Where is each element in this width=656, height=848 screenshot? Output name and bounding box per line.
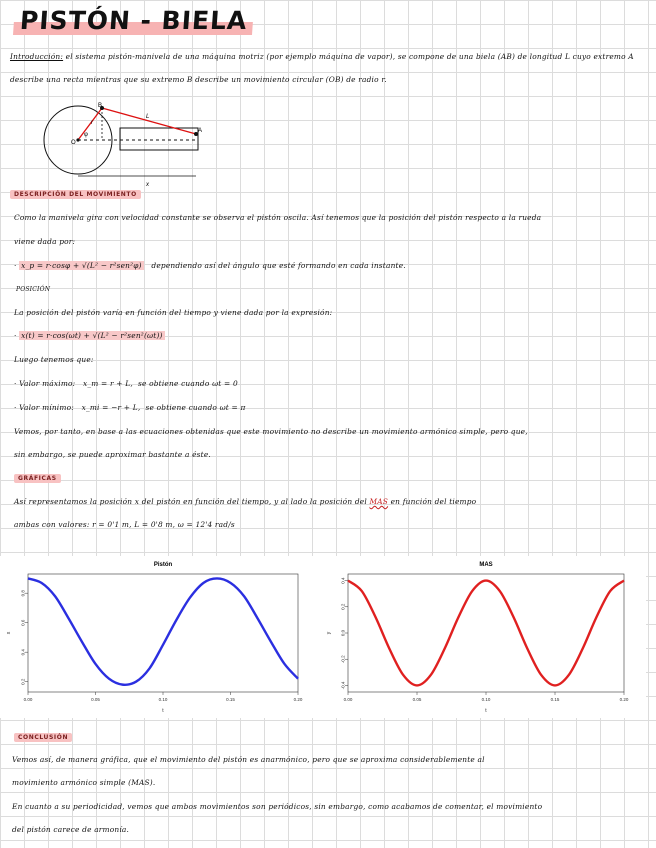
- data-point: [27, 578, 28, 579]
- data-point: [554, 685, 555, 686]
- conclusion-p1b: movimiento armónico simple (MAS).: [12, 778, 156, 787]
- data-point: [485, 580, 486, 581]
- x-tick-label: 0.15: [550, 697, 560, 702]
- bullet-max-label: Valor máximo:: [19, 379, 76, 388]
- plot-frame: [28, 574, 298, 692]
- subheading-posicion: POSICIÓN: [16, 286, 51, 293]
- data-point: [610, 590, 611, 591]
- intro-line-2: describe una recta mientras que su extremo B describe un movimiento circular (OB) de radio r.: [10, 75, 387, 84]
- x-tick-label: 0.00: [343, 697, 353, 702]
- bullet-min-value: x_mi = −r + L: [81, 403, 138, 412]
- data-point: [582, 648, 583, 649]
- data-point: [389, 648, 390, 649]
- data-point: [176, 619, 177, 620]
- section-conclusion: CONCLUSIÓN: [14, 733, 72, 742]
- bullet-max-note: se obtiene cuando ωt = 0: [137, 379, 238, 388]
- intro-line-1: el sistema pistón-manivela de una máquina motriz (por ejemplo máquina de vapor), se compone de una biela (AB) de longitud L cuyo extremo A: [65, 52, 634, 61]
- y-tick-label: 0.4: [340, 577, 346, 584]
- data-point: [257, 618, 258, 619]
- data-point: [122, 684, 123, 685]
- series-line: [28, 578, 298, 684]
- series-line: [348, 581, 624, 686]
- desc-p4a: Vemos, por tanto, en base a las ecuaciones obtenidas que este movimiento no describe un movimiento armónico simple, pero que,: [14, 427, 528, 436]
- x-tick-label: 0.05: [91, 697, 100, 702]
- x-tick-label: 0.15: [226, 697, 235, 702]
- chart-title: Pistón: [153, 562, 173, 568]
- connecting-rod: [102, 108, 196, 134]
- chart-mas-svg: [320, 556, 646, 718]
- data-point: [243, 596, 244, 597]
- data-point: [403, 674, 404, 675]
- data-point: [108, 678, 109, 679]
- data-point: [513, 617, 514, 618]
- data-point: [596, 617, 597, 618]
- y-tick-label: 0.2: [20, 678, 26, 685]
- conclusion-p2a: En cuanto a su periodicidad, vemos que ambos movimientos son periódicos, sin embargo, como acabamos de comentar, el movimiento: [12, 802, 543, 811]
- crank-radius: [78, 108, 102, 140]
- label-o: O: [71, 140, 76, 146]
- intro-label: Introducción:: [10, 52, 64, 61]
- label-r: r: [91, 120, 93, 126]
- data-point: [347, 580, 348, 581]
- plot-frame: [348, 574, 624, 692]
- data-point: [189, 597, 190, 598]
- data-point: [230, 582, 231, 583]
- x-tick-label: 0.00: [23, 697, 33, 702]
- piston-diagram: [38, 98, 218, 190]
- x-tick-label: 0.10: [158, 697, 168, 702]
- section-descripcion: DESCRIPCIÓN DEL MOVIMIENTO: [10, 190, 141, 199]
- x-tick-label: 0.10: [481, 697, 491, 702]
- bullet-min-note: se obtiene cuando ωt = π: [145, 403, 246, 412]
- x-tick-label: 0.20: [293, 697, 303, 702]
- data-point: [95, 663, 96, 664]
- data-point: [568, 674, 569, 675]
- graficas-p1b: ambas con valores: r = 0'1 m, L = 0'8 m, ω = 12'4 rad/s: [14, 520, 235, 529]
- desc-p3: Luego tenemos que:: [14, 355, 94, 364]
- data-point: [416, 685, 417, 686]
- point-o: [76, 138, 79, 141]
- y-tick-label: -0.2: [340, 655, 346, 664]
- chart-title: MAS: [479, 562, 493, 568]
- data-point: [270, 641, 271, 642]
- bullet-max: · Valor máximo: x_m = r + L, se obtiene cuando ωt = 0: [14, 379, 238, 388]
- desc-p1a: Como la manivela gira con velocidad constante se observa el pistón oscila. Así tenemos que la posición del pistón respecto a la rueda: [14, 213, 542, 222]
- chart-piston: [0, 556, 320, 718]
- intro-paragraph: [10, 52, 646, 62]
- data-point: [541, 674, 542, 675]
- y-tick-label: 0.6: [20, 619, 26, 626]
- desc-p2: La posición del pistón varía en función del tiempo y viene dada por la expresión:: [14, 308, 333, 317]
- data-point: [149, 668, 150, 669]
- desc-p4b: sin embargo, se puede aproximar bastante a éste.: [14, 450, 211, 459]
- formula-2-row: · x(t) = r·cos(ωt) + √(L² − r²sen²(ωt)): [14, 331, 163, 340]
- label-l: L: [146, 114, 150, 120]
- data-point: [41, 582, 42, 583]
- y-tick-label: 0.0: [340, 629, 346, 637]
- data-point: [68, 618, 69, 619]
- bullet-min: · Valor mínimo: x_mi = −r + L, se obtiene cuando ωt = π: [14, 403, 246, 412]
- data-point: [623, 580, 624, 581]
- data-point: [499, 590, 500, 591]
- y-tick-label: 0.8: [20, 590, 26, 597]
- formula-1-row: · x_p = r·cosφ + √(L² − r²sen²φ) dependiendo así del ángulo que esté formando en cada instante.: [14, 261, 406, 270]
- data-point: [375, 617, 376, 618]
- x-tick-label: 0.05: [412, 697, 422, 702]
- x-tick-label: 0.20: [619, 697, 629, 702]
- data-point: [135, 681, 136, 682]
- section-graficas: GRÁFICAS: [14, 474, 61, 483]
- bullet-max-value: x_m = r + L: [83, 379, 131, 388]
- graficas-p1a: [14, 497, 646, 507]
- data-point: [361, 590, 362, 591]
- data-point: [297, 678, 298, 679]
- label-phi: φ: [84, 132, 88, 138]
- y-axis-label: x: [6, 631, 12, 635]
- bullet-min-label: Valor mínimo:: [19, 403, 74, 412]
- y-tick-label: 0.2: [340, 603, 346, 610]
- y-tick-label: -0.4: [340, 681, 346, 690]
- y-tick-label: 0.4: [20, 649, 26, 656]
- y-axis-label: y: [326, 631, 332, 635]
- label-a: A: [198, 128, 203, 134]
- graficas-mas-word: MAS: [369, 497, 389, 506]
- label-x: x: [146, 182, 149, 188]
- label-b: B: [98, 103, 103, 109]
- x-axis-label: t: [485, 708, 487, 714]
- data-point: [81, 641, 82, 642]
- conclusion-p1a: Vemos así, de manera gráfica, que el movimiento del pistón es anarmónico, pero que se aproxima considerablemente al: [12, 755, 485, 764]
- data-point: [162, 644, 163, 645]
- data-point: [527, 648, 528, 649]
- graficas-p1a-post: en función del tiempo: [390, 497, 477, 506]
- formula-1-note: dependiendo así del ángulo que esté formando en cada instante.: [151, 261, 406, 270]
- data-point: [444, 648, 445, 649]
- chart-piston-svg: [0, 556, 320, 718]
- conclusion-p2b: del pistón carece de armonía.: [12, 825, 130, 834]
- data-point: [430, 674, 431, 675]
- data-point: [458, 617, 459, 618]
- formula-2: x(t) = r·cos(ωt) + √(L² − r²sen²(ωt)): [21, 331, 163, 340]
- desc-p1b: viene dada por:: [14, 237, 76, 246]
- page-title: PISTÓN - BIELA: [13, 6, 254, 35]
- data-point: [216, 578, 217, 579]
- formula-1: x_p = r·cosφ + √(L² − r²sen²φ): [21, 261, 142, 270]
- data-point: [472, 590, 473, 591]
- data-point: [284, 663, 285, 664]
- graficas-p1a-pre: Así representamos la posición x del pistón en función del tiempo, y al lado la posición del: [14, 497, 367, 506]
- x-axis-label: t: [162, 708, 164, 714]
- data-point: [203, 582, 204, 583]
- chart-mas: [320, 556, 646, 718]
- data-point: [54, 596, 55, 597]
